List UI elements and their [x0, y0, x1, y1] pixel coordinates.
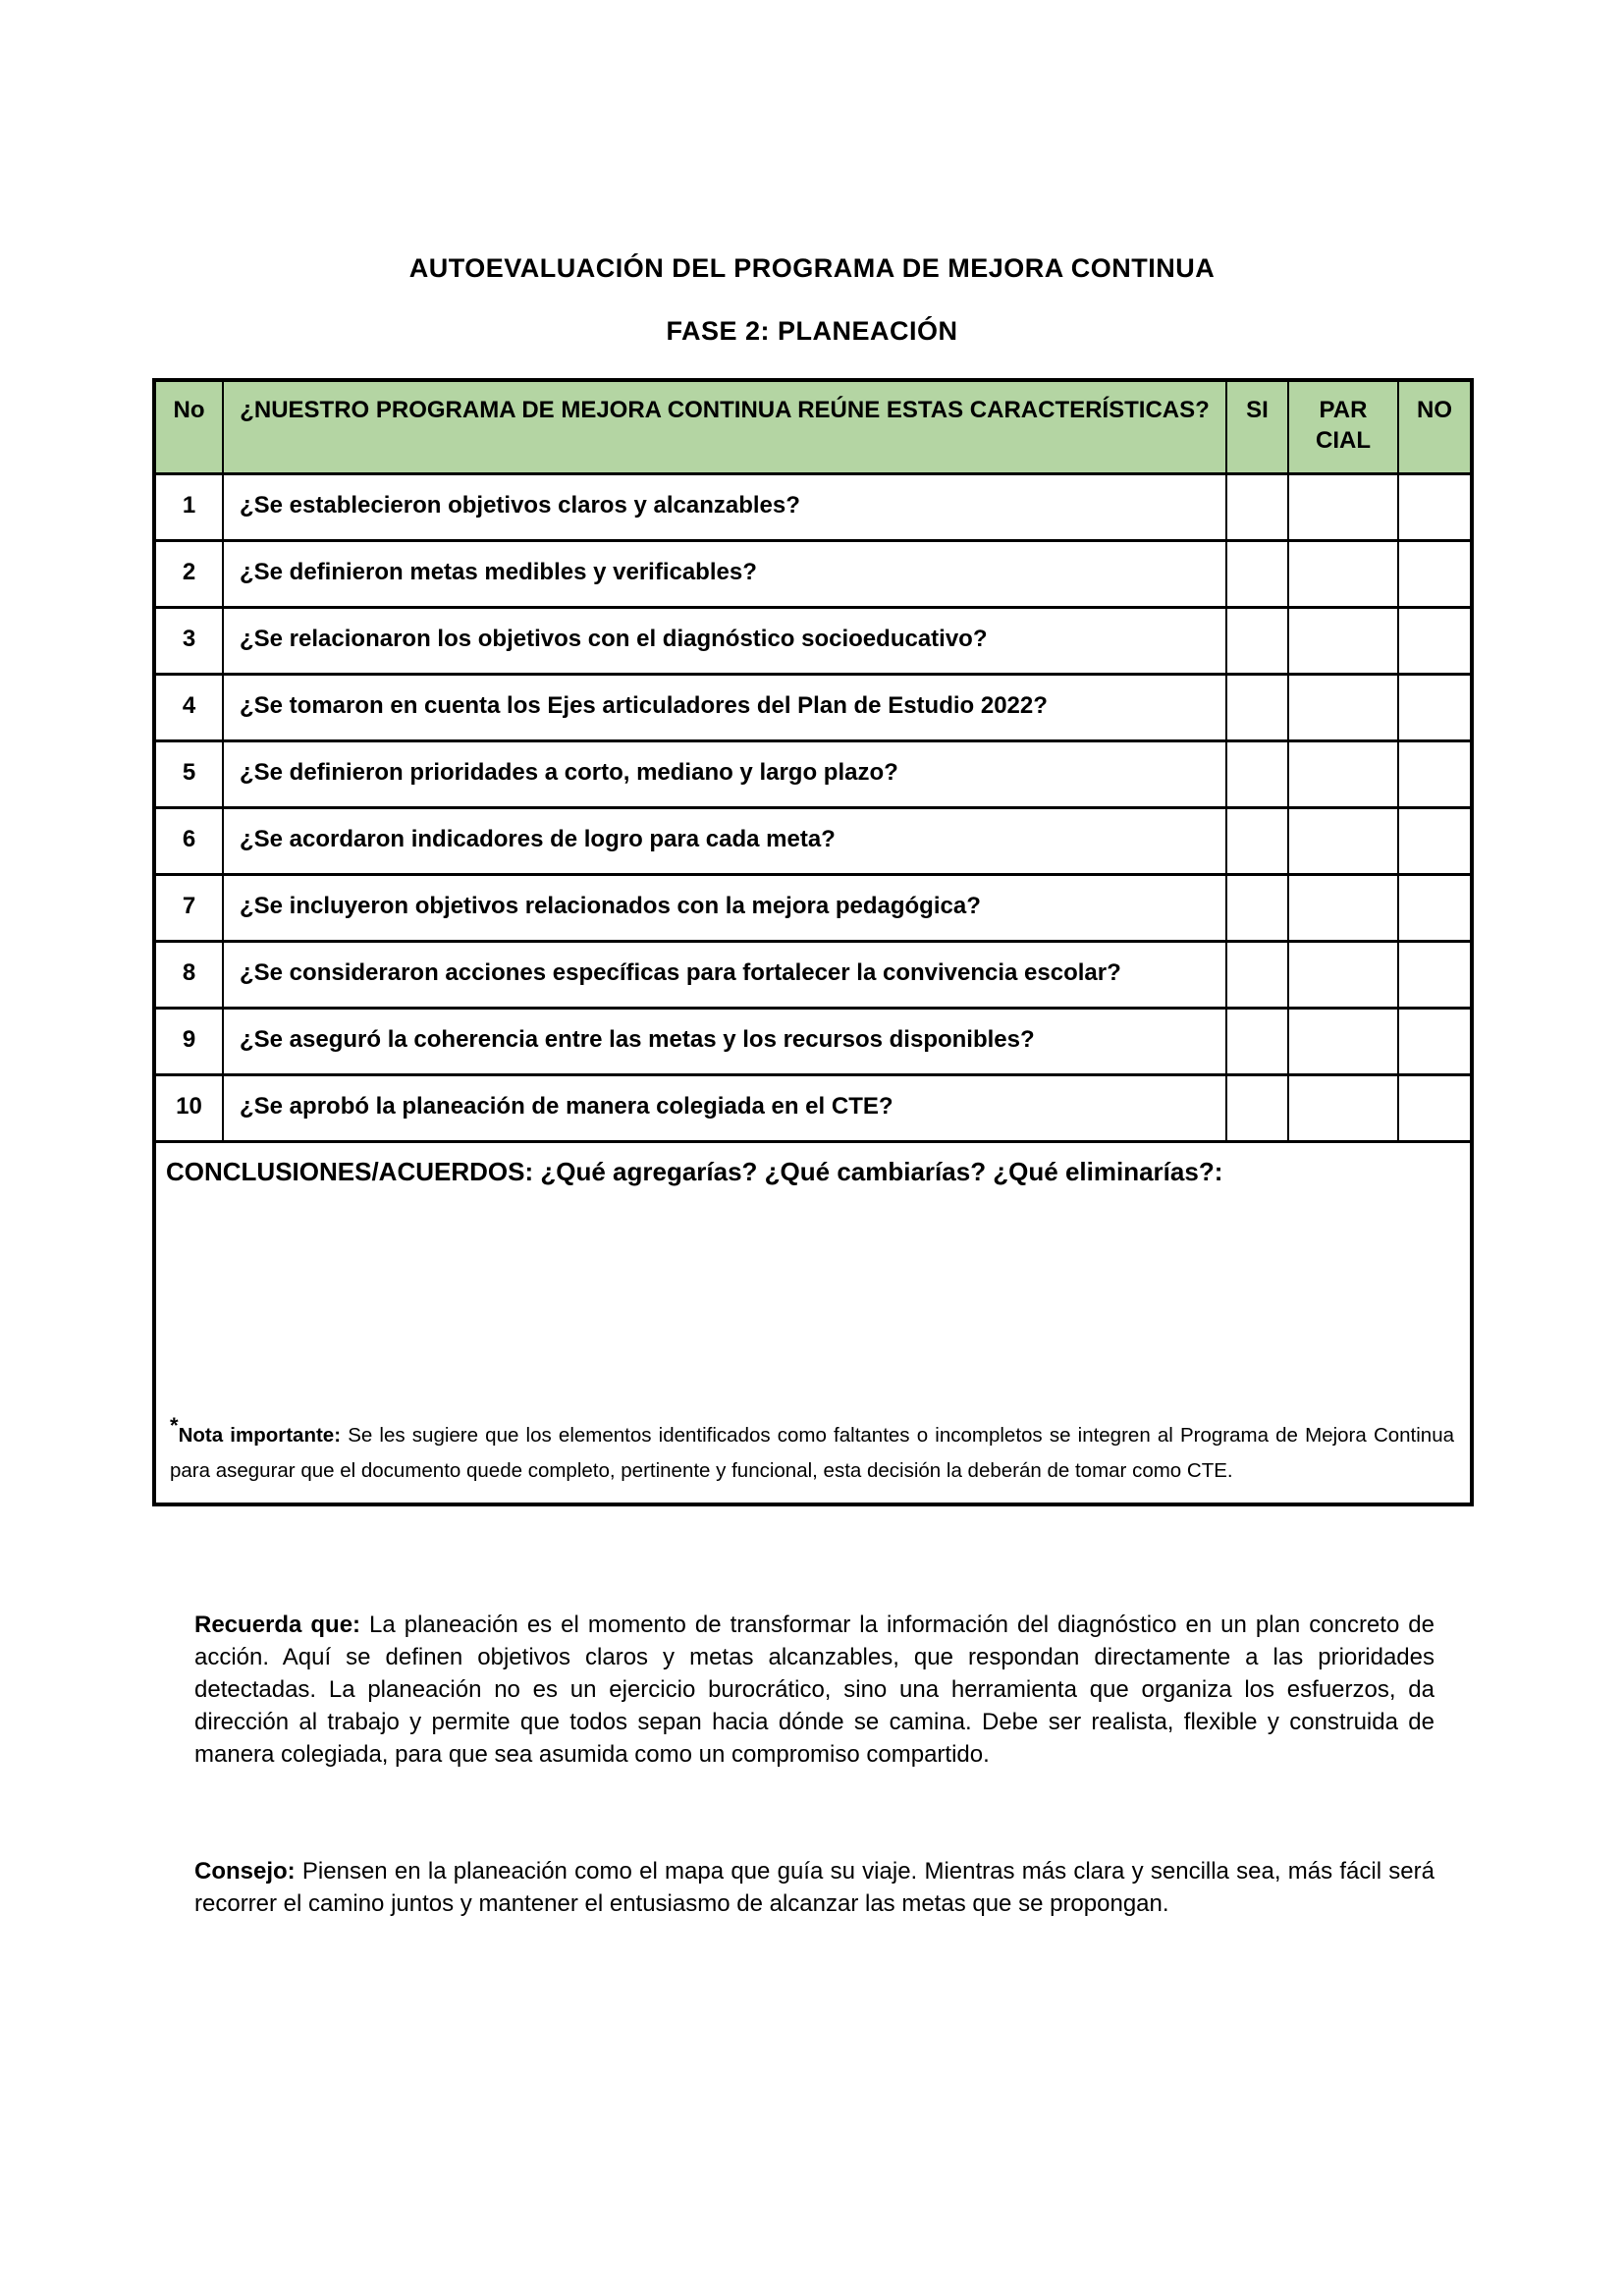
table-row [154, 740, 1472, 807]
page-subtitle: FASE 2: PLANEACIÓN [666, 316, 958, 346]
question-cell: ¿Se definieron metas medibles y verificables? [223, 540, 1226, 607]
table-row [154, 473, 1472, 540]
answer-cell-parcial-row-7[interactable] [1288, 874, 1398, 941]
answer-cell-no-row-1[interactable] [1398, 473, 1472, 540]
question-cell: ¿Se aseguró la coherencia entre las metas y los recursos disponibles? [223, 1008, 1226, 1074]
answer-cell-si-row-9[interactable] [1226, 1008, 1288, 1074]
answer-cell-si-row-4[interactable] [1226, 674, 1288, 740]
row-number: 10 [154, 1074, 223, 1141]
question-cell: ¿Se incluyeron objetivos relacionados con la mejora pedagógica? [223, 874, 1226, 941]
header-no-column: No [154, 380, 223, 473]
question-cell: ¿Se acordaron indicadores de logro para cada meta? [223, 807, 1226, 874]
question-cell: ¿Se consideraron acciones específicas para fortalecer la convivencia escolar? [223, 941, 1226, 1008]
row-number: 4 [154, 674, 223, 740]
note-lead: Nota importante: [178, 1424, 342, 1447]
answer-cell-no-row-7[interactable] [1398, 874, 1472, 941]
table-row [154, 1008, 1472, 1074]
row-number: 8 [154, 941, 223, 1008]
table-row [154, 674, 1472, 740]
table-row [154, 540, 1472, 607]
conclusions-writing-area[interactable] [166, 1188, 1458, 1409]
paragraph-consejo-body: Piensen en la planeación como el mapa que guía su viaje. Mientras más clara y sencilla sea, más fácil será recorrer el camino juntos y mantener el entusiasmo de alcanzar las metas que se propongan. [194, 1858, 1435, 1917]
conclusions-cell [154, 1141, 1472, 1504]
table-row [154, 807, 1472, 874]
answer-cell-si-row-1[interactable] [1226, 473, 1288, 540]
question-cell: ¿Se tomaron en cuenta los Ejes articuladores del Plan de Estudio 2022? [223, 674, 1226, 740]
header-si-column: SI [1226, 380, 1288, 473]
answer-cell-si-row-5[interactable] [1226, 740, 1288, 807]
answer-cell-si-row-2[interactable] [1226, 540, 1288, 607]
row-number: 7 [154, 874, 223, 941]
answer-cell-parcial-row-3[interactable] [1288, 607, 1398, 674]
note-body: Se les sugiere que los elementos identificados como faltantes o incompletos se integren al Programa de Mejora Continua para asegurar que el documento quede completo, pertinente y funcional, esta decisión la deberán de tomar como CTE. [170, 1424, 1455, 1482]
conclusions-label: CONCLUSIONES/ACUERDOS: ¿Qué agregarías? ¿Qué cambiarías? ¿Qué eliminarías?: [166, 1156, 1223, 1186]
paragraph-recuerda [194, 1609, 1435, 1771]
answer-cell-si-row-7[interactable] [1226, 874, 1288, 941]
table-row [154, 941, 1472, 1008]
answer-cell-parcial-row-6[interactable] [1288, 807, 1398, 874]
row-number: 1 [154, 473, 223, 540]
answer-cell-parcial-row-9[interactable] [1288, 1008, 1398, 1074]
row-number: 3 [154, 607, 223, 674]
table-row [154, 874, 1472, 941]
page-title: AUTOEVALUACIÓN DEL PROGRAMA DE MEJORA CONTINUA [408, 253, 1216, 283]
note-asterisk: * [170, 1413, 179, 1438]
answer-cell-parcial-row-4[interactable] [1288, 674, 1398, 740]
answer-cell-no-row-3[interactable] [1398, 607, 1472, 674]
row-number: 6 [154, 807, 223, 874]
row-number: 2 [154, 540, 223, 607]
answer-cell-no-row-2[interactable] [1398, 540, 1472, 607]
header-no-answer-column: NO [1398, 380, 1472, 473]
answer-cell-si-row-3[interactable] [1226, 607, 1288, 674]
table-header-row [154, 380, 1472, 473]
conclusions-row [154, 1141, 1472, 1504]
table-row [154, 607, 1472, 674]
header-parcial-column: PAR CIAL [1288, 380, 1398, 473]
question-cell: ¿Se relacionaron los objetivos con el diagnóstico socioeducativo? [223, 607, 1226, 674]
answer-cell-no-row-8[interactable] [1398, 941, 1472, 1008]
answer-cell-no-row-10[interactable] [1398, 1074, 1472, 1141]
paragraph-consejo [194, 1855, 1435, 1920]
paragraph-recuerda-lead: Recuerda que: [194, 1612, 361, 1638]
table-row [154, 1074, 1472, 1141]
answer-cell-si-row-6[interactable] [1226, 807, 1288, 874]
paragraph-recuerda-body: La planeación es el momento de transformar la información del diagnóstico en un plan concreto de acción. Aquí se definen objetivos claros y metas alcanzables, que respondan directamente a las prioridades detectadas. La planeación no es un ejercicio burocrático, sino una herramienta que organiza los esfuerzos, da dirección al trabajo y permite que todos sepan hacia dónde se camina. Debe ser realista, flexible y construida de manera colegiada, para que sea asumida como un compromiso compartido. [194, 1612, 1435, 1768]
answer-cell-parcial-row-8[interactable] [1288, 941, 1398, 1008]
answer-cell-no-row-4[interactable] [1398, 674, 1472, 740]
answer-cell-parcial-row-2[interactable] [1288, 540, 1398, 607]
answer-cell-si-row-8[interactable] [1226, 941, 1288, 1008]
question-cell: ¿Se establecieron objetivos claros y alcanzables? [223, 473, 1226, 540]
answer-cell-no-row-6[interactable] [1398, 807, 1472, 874]
question-cell: ¿Se definieron prioridades a corto, mediano y largo plazo? [223, 740, 1226, 807]
question-cell: ¿Se aprobó la planeación de manera colegiada en el CTE? [223, 1074, 1226, 1141]
answer-cell-parcial-row-5[interactable] [1288, 740, 1398, 807]
row-number: 9 [154, 1008, 223, 1074]
answer-cell-parcial-row-1[interactable] [1288, 473, 1398, 540]
answer-cell-no-row-9[interactable] [1398, 1008, 1472, 1074]
paragraph-consejo-lead: Consejo: [194, 1858, 296, 1885]
row-number: 5 [154, 740, 223, 807]
answer-cell-parcial-row-10[interactable] [1288, 1074, 1398, 1141]
self-evaluation-table [152, 378, 1474, 1506]
answer-cell-no-row-5[interactable] [1398, 740, 1472, 807]
answer-cell-si-row-10[interactable] [1226, 1074, 1288, 1141]
header-question-column: ¿NUESTRO PROGRAMA DE MEJORA CONTINUA REÚNE ESTAS CARACTERÍSTICAS? [223, 380, 1226, 473]
important-note [166, 1408, 1458, 1491]
